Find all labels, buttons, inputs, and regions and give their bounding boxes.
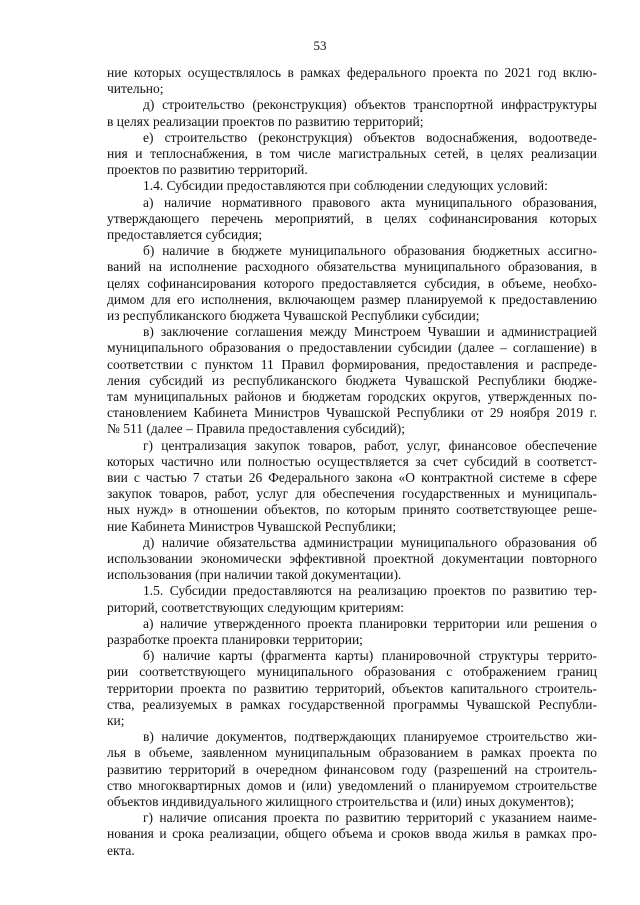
text-line: чительно;: [107, 81, 164, 97]
text-line: утверждающего перечень мероприятий, в целях софинансирования которых: [107, 210, 597, 226]
text-line: в) заключение соглашения между Минстроем Чувашии и администрацией: [143, 324, 597, 340]
text-line: становлением Кабинета Министров Чувашской Республики от 29 ноября 2019 г.: [107, 405, 597, 421]
text-line: ных нужд» в отношении объектов, по которым принято соответствующее реше-: [107, 502, 597, 518]
text-line: ния и теплоснабжения, в том числе магистральных сетей, в целях реализации: [107, 146, 597, 161]
text-line: использования (при наличии такой документации).: [107, 567, 402, 583]
text-line: ние которых осуществлялось в рамках федерального проекта по 2021 год вклю-: [107, 65, 597, 80]
text-line: б) наличие карты (фрагмента карты) планировочной структуры террито-: [143, 648, 597, 664]
text-line: вии с частью 7 статьи 26 Федерального закона «О контрактной системе в сфере: [107, 470, 597, 485]
text-line: б) наличие в бюджете муниципального образования бюджетных ассигно-: [143, 243, 597, 259]
text-line: 1.5. Субсидии предоставляются на реализацию проектов по развитию тер-: [143, 583, 597, 599]
text-line: ства, реализуемых в рамках государственной программы Чувашской Республи-: [107, 696, 597, 712]
text-line: объектов индивидуального жилищного строительства и (или) иных документов);: [107, 794, 575, 809]
text-line: развитию территорий в очередном финансовом году (разрешений на строитель-: [107, 761, 597, 777]
text-line: разработке проекта планировки территории;: [107, 632, 363, 647]
text-line: г) централизация закупок товаров, работ, услуг, финансовое обеспечение: [143, 437, 597, 453]
text-line: екта.: [107, 842, 135, 858]
text-line: целях софинансирования которого предоставляется субсидия, в объеме, необхо-: [107, 275, 597, 291]
text-line: проектов по развитию территорий.: [107, 162, 308, 178]
text-line: а) наличие нормативного правового акта муниципального образования,: [143, 194, 597, 210]
text-line: д) наличие обязательства администрации муниципального образования об: [143, 534, 597, 550]
text-line: ние Кабинета Министров Чувашской Республики;: [107, 518, 397, 534]
text-line: лья в объеме, заявленном муниципальным образованием в рамках проекта по: [107, 745, 597, 761]
text-line: муниципального образования о предоставлении субсидии (далее – соглашение) в: [107, 340, 597, 356]
text-line: г) наличие описания проекта по развитию территорий с указанием наиме-: [143, 810, 597, 826]
text-line: которых частично или полностью осуществляется за счет субсидий в соответст-: [107, 453, 597, 469]
text-line: предоставляется субсидия;: [107, 227, 263, 242]
text-line: там муниципальных районов и бюджетам городских округов, утвержденных по-: [107, 389, 597, 404]
text-line: нования и срока реализации, общего объема и сроков ввода жилья в рамках про-: [107, 826, 597, 842]
text-line: е) строительство (реконструкция) объектов водоснабжения, водоотведе-: [143, 129, 597, 145]
text-line: риторий, соответствующих следующим критериям:: [107, 599, 405, 615]
text-line: в) наличие документов, подтверждающих планируемое строительство жи-: [143, 729, 597, 745]
text-line: использовании экономически эффективной проектной документации повторного: [107, 551, 597, 566]
page-number: 53: [313, 38, 327, 53]
text-line: закупок товаров, работ, услуг для обеспечения государственных и муниципаль-: [107, 486, 597, 502]
text-line: ления субсидий из республиканского бюджета Чувашской Республики бюдже-: [107, 372, 597, 388]
text-line: ство многоквартирных домов и (или) уведомлений о планируемом строительстве: [107, 777, 597, 793]
text-line: рии соответствующего муниципального образования с отображением границ: [107, 664, 597, 680]
text-line: д) строительство (реконструкция) объектов транспортной инфраструктуры: [143, 97, 597, 113]
text-line: № 511 (далее – Правила предоставления субсидий);: [107, 421, 406, 437]
text-line: в целях реализации проектов по развитию территорий;: [107, 113, 424, 129]
text-line: соответствии с пунктом 11 Правил формирования, предоставления и распреде-: [107, 356, 597, 372]
text-line: а) наличие утвержденного проекта планировки территории или решения о: [143, 615, 597, 631]
text-line: из республиканского бюджета Чувашской Республики субсидии;: [107, 308, 480, 323]
text-line: димом для его исполнения, включающем размер планируемой к предоставлению: [107, 291, 597, 307]
text-line: ки;: [107, 713, 125, 728]
text-line: 1.4. Субсидии предоставляются при соблюдении следующих условий:: [143, 178, 548, 194]
text-line: ваний на исполнение расходного обязательства муниципального образования, в: [107, 259, 597, 275]
text-line: территории проекта по развитию территорий, объектов капитального строитель-: [107, 680, 597, 696]
